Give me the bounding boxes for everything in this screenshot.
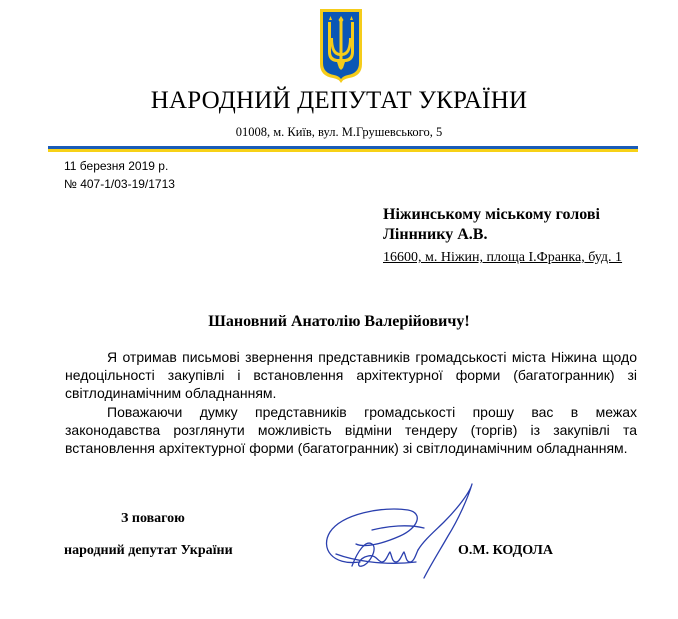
- salutation: Шановний Анатолію Валерійовичу!: [208, 313, 470, 330]
- letterhead-title: НАРОДНИЙ ДЕПУТАТ УКРАЇНИ: [150, 87, 528, 114]
- letterhead-address: 01008, м. Київ, вул. М.Грушевського, 5: [235, 125, 443, 139]
- recipient-line-1: Ніжинському міському голові: [383, 206, 600, 223]
- flag-stripe-yellow: [48, 149, 638, 152]
- coat-of-arms-icon: [319, 8, 363, 84]
- letter-number: № 407-1/03-19/1713: [64, 177, 175, 191]
- recipient-address: 16600, м. Ніжин, площа І.Франка, буд. 1: [383, 250, 623, 265]
- body-paragraph-1: Я отримав письмові звернення представників громадськості міста Ніжина щодо недоцільності закупівлі і встановлення архітектурної форми (багатогранник) зі світлодинамічним обладнанням.: [65, 349, 637, 401]
- handwritten-signature: [312, 470, 482, 588]
- closing-phrase: З повагою: [121, 511, 185, 526]
- recipient-line-2: Лінннику А.В.: [383, 226, 488, 243]
- signer-name: О.М. КОДОЛА: [458, 543, 553, 558]
- body-paragraph-2: Поважаючи думку представників громадськості прошу вас в межах законодавства розглянути можливість відміни тендеру (торгів) із закупівлі та встановлення архітектурної форми (багатогранник) зі світлодинамічним обладнанням.: [65, 404, 637, 456]
- signer-position: народний депутат України: [64, 543, 233, 558]
- letter-date: 11 березня 2019 р.: [64, 159, 169, 173]
